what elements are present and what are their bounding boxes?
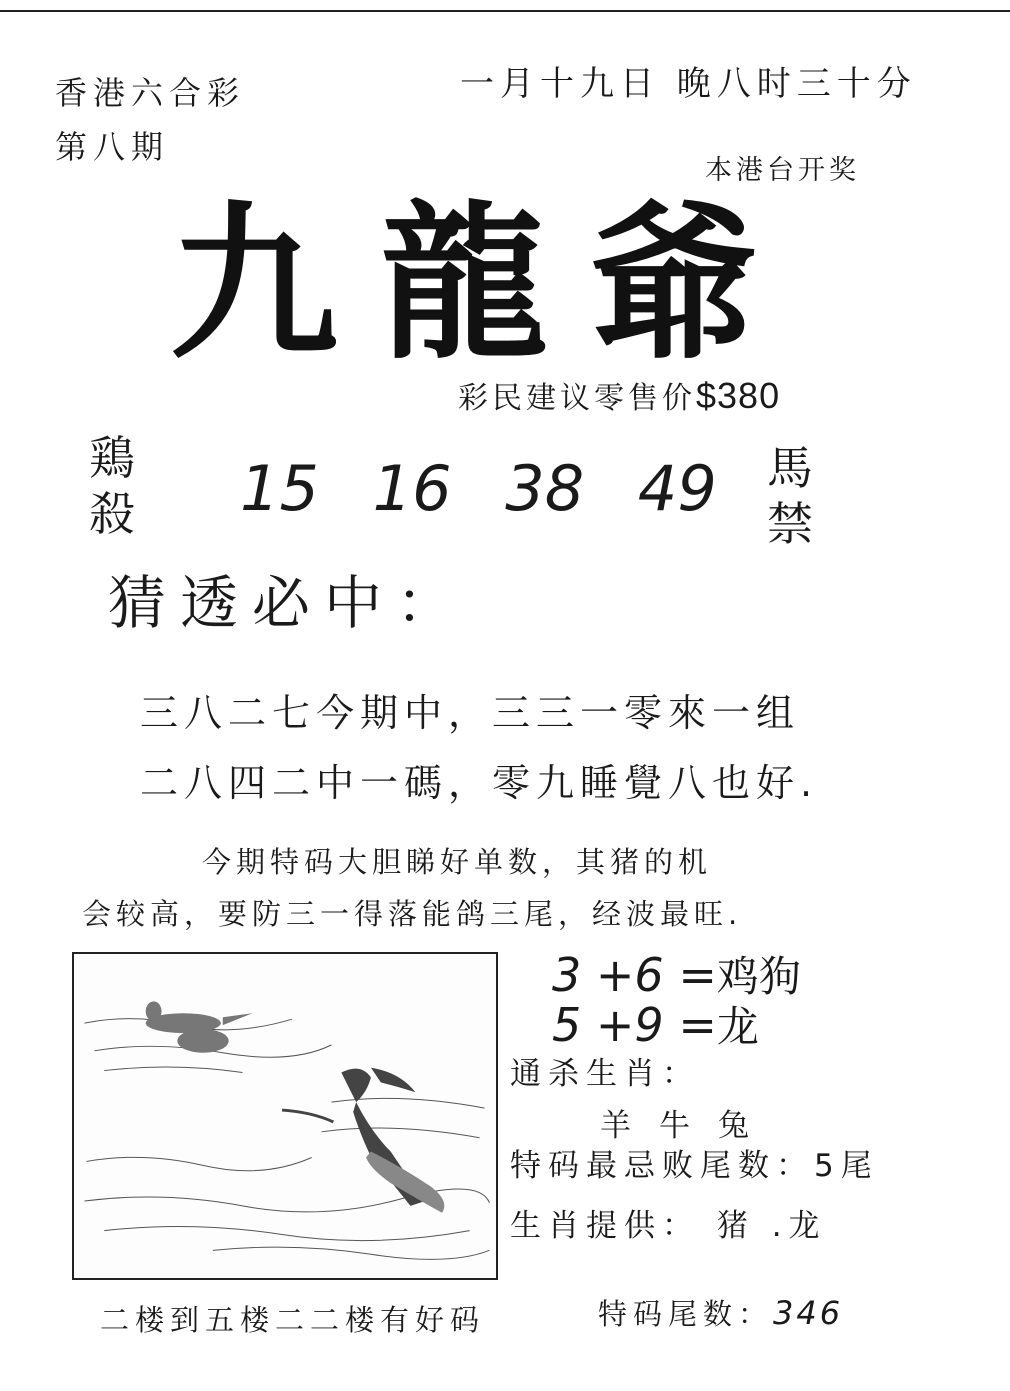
page-title: 九龍爺 bbox=[170, 184, 800, 382]
number-item: 16 bbox=[372, 452, 452, 525]
prediction-paragraph bbox=[82, 836, 742, 940]
equation-result: 龙 bbox=[716, 1002, 759, 1051]
right-vertical-label: 馬禁 bbox=[767, 441, 813, 551]
lottery-name: 香港六合彩 bbox=[55, 74, 246, 112]
poem-line: 三八二七今期中，三三一零來一组 bbox=[140, 691, 801, 735]
number-item: 15 bbox=[240, 452, 319, 525]
number-item: 49 bbox=[637, 452, 717, 525]
paragraph-line: 今期特码大胆睇好单数，其猪的机 bbox=[202, 845, 713, 879]
price-label: 彩民建议零售价 bbox=[458, 381, 696, 416]
dragon-rider-illustration bbox=[74, 954, 496, 1278]
poem-block bbox=[140, 678, 818, 818]
zodiac-hint: 生肖提供： 猪 .龙 bbox=[510, 1208, 827, 1244]
poem-line: 二八四二中一碼，零九睡覺八也好. bbox=[140, 761, 819, 805]
broadcast-note: 本港台开奖 bbox=[705, 155, 860, 186]
paragraph-line: 会较高，要防三一得落能鸽三尾，经波最旺. bbox=[82, 897, 743, 931]
number-item: 38 bbox=[505, 452, 585, 525]
equation-row bbox=[552, 994, 759, 1054]
header-left bbox=[55, 66, 245, 174]
illustration-image bbox=[72, 952, 498, 1280]
kill-zodiac-label: 通杀生肖： bbox=[510, 1056, 700, 1092]
floor-tip: 二楼到五楼二二楼有好码 bbox=[100, 1303, 486, 1337]
number-list bbox=[240, 452, 751, 525]
retail-price bbox=[458, 373, 780, 417]
price-amount: $380 bbox=[696, 375, 781, 416]
equation-expression: 5 +9 = bbox=[552, 998, 717, 1052]
tail-label: 特码尾数： bbox=[598, 1297, 774, 1331]
tail-numbers bbox=[598, 1292, 843, 1333]
guess-heading: 猜透必中： bbox=[108, 569, 469, 637]
issue-number: 第八期 bbox=[55, 128, 170, 166]
kill-zodiac-values: 羊牛兔 bbox=[600, 1108, 777, 1144]
draw-time: 一月十九日 晚八时三十分 bbox=[460, 64, 917, 104]
tail-value: 346 bbox=[773, 1294, 844, 1332]
avoid-tail-number: 特码最忌败尾数：5尾 bbox=[510, 1148, 879, 1184]
left-vertical-label: 鶏殺 bbox=[89, 431, 135, 541]
equation-expression: 3 +6 = bbox=[552, 948, 717, 1002]
top-border-line bbox=[0, 10, 1010, 12]
equation-result: 鸡狗 bbox=[716, 952, 801, 1001]
